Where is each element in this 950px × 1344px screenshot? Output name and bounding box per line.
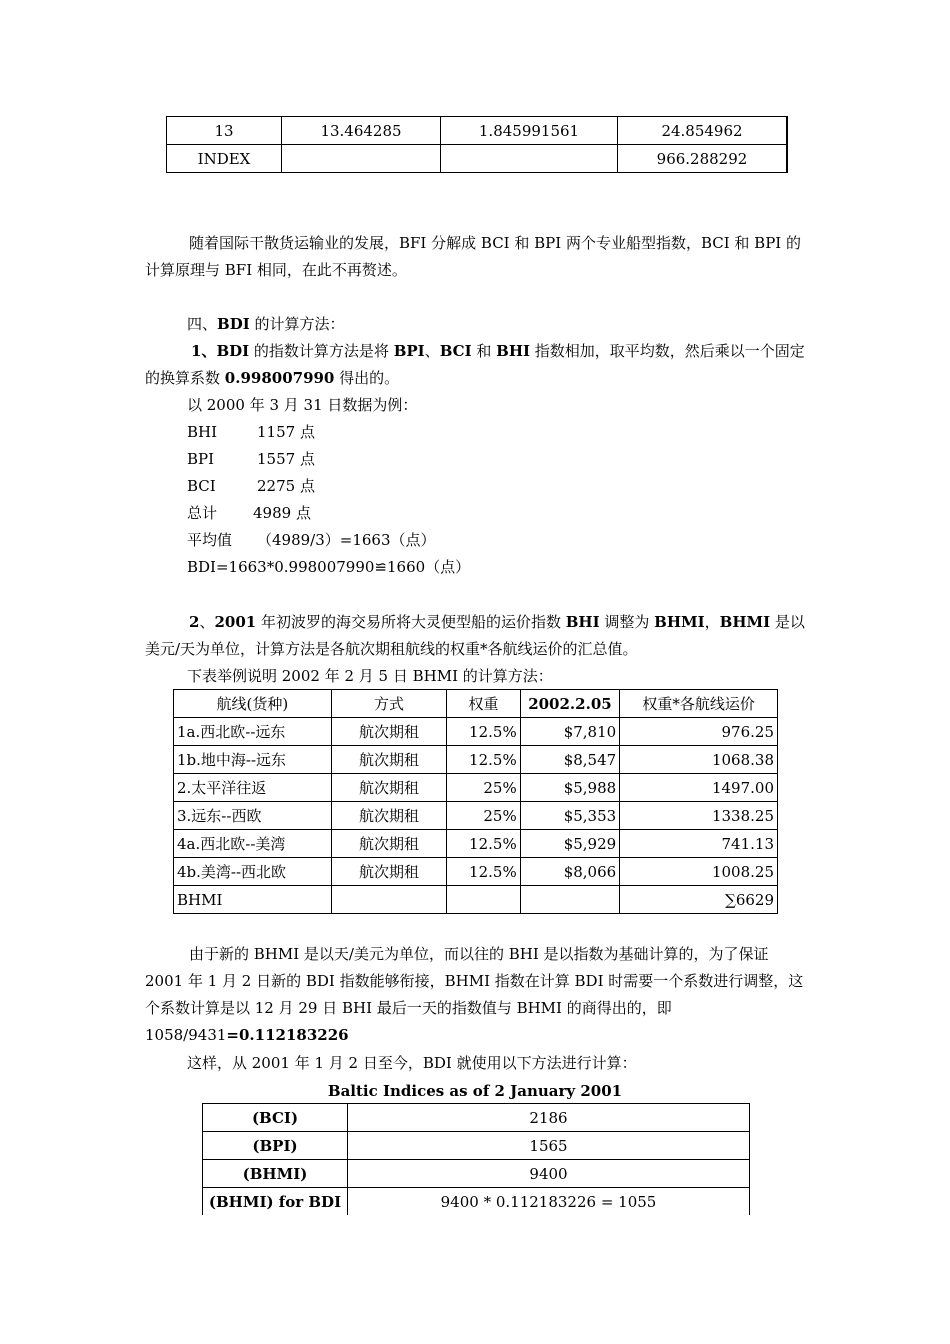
index-label: (BCI) — [203, 1104, 348, 1132]
table-cell: 1.845991561 — [441, 117, 618, 145]
example-value: 1157 点 — [257, 423, 315, 441]
table-row — [167, 117, 788, 145]
table-header: 航线(货种) — [174, 690, 332, 718]
table-total-row — [174, 886, 778, 914]
paragraph-method-1 — [145, 338, 807, 392]
example-label: BPI — [187, 450, 215, 468]
index-value: 9400 — [348, 1160, 750, 1188]
table-cell — [282, 145, 441, 173]
example-intro: 以 2000 年 3 月 31 日数据为例： — [187, 396, 418, 414]
table-cell: INDEX — [167, 145, 282, 173]
table-header-row — [174, 690, 778, 718]
text-span: 的指数计算方法是将 — [249, 342, 394, 360]
table-cell: 航次期租 — [331, 774, 447, 802]
table-row — [174, 858, 778, 886]
example-line — [187, 419, 315, 446]
table-cell: 1338.25 — [620, 802, 778, 830]
table-cell: ∑6629 — [620, 886, 778, 914]
table-cell: 12.5% — [447, 830, 520, 858]
table-cell: 4b.美湾--西北欧 — [174, 858, 332, 886]
table-cell: $7,810 — [520, 718, 619, 746]
table-cell: 1b.地中海--远东 — [174, 746, 332, 774]
table-row — [203, 1188, 750, 1216]
table-header: 权重 — [447, 690, 520, 718]
table-row — [203, 1104, 750, 1132]
table-cell: 航次期租 — [331, 858, 447, 886]
table-cell: 1497.00 — [620, 774, 778, 802]
text-span: 调整为 — [599, 613, 655, 631]
text-span: 由于新的 BHMI 是以天/美元为单位，而以往的 BHI 是以指数为基础计算的，为了保证 2001 年 1 月 2 日新的 BDI 指数能够衔接，BHMI 指数在计算 BDI 时需要一个系数进行调整，这个系数计算是以 12 月 29 日 BHI 最后一天的指数值与 BHMI 的商得出的，即 1058/9431 — [145, 945, 804, 1044]
table-cell: 976.25 — [620, 718, 778, 746]
table-cell: $8,066 — [520, 858, 619, 886]
table-row — [174, 774, 778, 802]
example-line — [187, 527, 436, 554]
example-value: （4989/3）=1663（点） — [257, 531, 436, 549]
method-1-number: 1、 — [191, 342, 217, 360]
table-row — [174, 802, 778, 830]
top-index-table — [166, 116, 788, 173]
table-row — [174, 830, 778, 858]
adjustment-coefficient: =0.112183226 — [226, 1026, 349, 1044]
example-value: 1557 点 — [257, 450, 315, 468]
table-cell: 13 — [167, 117, 282, 145]
bold-term: BPI — [393, 342, 425, 360]
table-cell: 航次期租 — [331, 718, 447, 746]
bold-term: BHI — [496, 342, 531, 360]
text-span: 、 — [424, 342, 440, 360]
table-cell: 航次期租 — [331, 746, 447, 774]
text-span: 、 — [199, 613, 215, 631]
text-span: 年初波罗的海交易所将大灵便型船的运价指数 — [256, 613, 566, 631]
bold-term: BCI — [439, 342, 472, 360]
table-cell: $5,929 — [520, 830, 619, 858]
section-title-text: 的计算方法： — [249, 315, 345, 333]
conversion-factor: 0.998007990 — [224, 369, 335, 387]
example-value: 4989 点 — [253, 504, 311, 522]
table-row — [174, 746, 778, 774]
table-row — [203, 1132, 750, 1160]
paragraph-bhmi-adjustment — [145, 941, 807, 1049]
section-title-bdi-method — [187, 311, 807, 338]
table-cell: $8,547 — [520, 746, 619, 774]
table-cell: 25% — [447, 802, 520, 830]
bold-term: BHI — [565, 613, 600, 631]
table-cell: 2.太平洋往返 — [174, 774, 332, 802]
index-label: (BPI) — [203, 1132, 348, 1160]
table-cell: 1008.25 — [620, 858, 778, 886]
section-title-bold: BDI — [217, 315, 250, 333]
table-cell: BHMI — [174, 886, 332, 914]
example-line — [187, 500, 311, 527]
table-row — [167, 145, 788, 173]
index-value: 9400 * 0.112183226 = 1055 — [348, 1188, 750, 1216]
table-cell: $5,353 — [520, 802, 619, 830]
table-cell: 4a.西北欧--美湾 — [174, 830, 332, 858]
baltic-indices-title: Baltic Indices as of 2 January 2001 — [327, 1082, 623, 1100]
example-label: BHI — [187, 423, 218, 441]
baltic-indices-table — [202, 1103, 750, 1215]
table-header: 权重*各航线运价 — [620, 690, 778, 718]
table-header: 2002.2.05 — [520, 690, 619, 718]
table-cell: 25% — [447, 774, 520, 802]
index-label: (BHMI) for BDI — [203, 1188, 348, 1216]
paragraph-method-2 — [145, 609, 807, 663]
example-label: 总计 — [187, 504, 218, 522]
table-cell: 3.远东--西欧 — [174, 802, 332, 830]
table-cell: 12.5% — [447, 746, 520, 774]
text-span: 指数相加，取平均数，然后乘以一个固定的换算系数 — [145, 342, 805, 387]
table-cell — [520, 886, 619, 914]
bold-term: BDI — [216, 342, 250, 360]
text-span: 和 — [471, 342, 497, 360]
bold-term: 2001 — [214, 613, 257, 631]
section-number: 四、 — [187, 315, 218, 333]
table-cell: 13.464285 — [282, 117, 441, 145]
index-value: 1565 — [348, 1132, 750, 1160]
text-span: 是以美元/天为单位，计算方法是各航次期租航线的权重*各航线运价的汇总值。 — [145, 613, 805, 658]
table-cell: 741.13 — [620, 830, 778, 858]
table-row — [203, 1160, 750, 1188]
text-span: ， — [704, 613, 720, 631]
table-cell: 966.288292 — [618, 145, 788, 173]
example-line — [187, 473, 315, 500]
example-label: BCI — [187, 477, 216, 495]
method-2-number: 2 — [189, 613, 200, 631]
bdi-formula: BDI=1663*0.998007990≌1660（点） — [187, 558, 471, 576]
table-cell: 航次期租 — [331, 802, 447, 830]
table-cell: 航次期租 — [331, 830, 447, 858]
example-value: 2275 点 — [257, 477, 315, 495]
bold-term: BHMI — [719, 613, 771, 631]
paragraph-since-2001: 这样，从 2001 年 1 月 2 日至今，BDI 就使用以下方法进行计算： — [187, 1054, 637, 1072]
table-cell — [441, 145, 618, 173]
example-label: 平均值 — [187, 531, 233, 549]
table-cell — [447, 886, 520, 914]
table-row — [174, 718, 778, 746]
index-value: 2186 — [348, 1104, 750, 1132]
table-cell: $5,988 — [520, 774, 619, 802]
table-cell — [331, 886, 447, 914]
text-span: 得出的。 — [334, 369, 400, 387]
example-line — [187, 446, 315, 473]
table-header: 方式 — [331, 690, 447, 718]
index-label: (BHMI) — [203, 1160, 348, 1188]
table-cell: 1068.38 — [620, 746, 778, 774]
bhmi-table — [173, 689, 778, 914]
table-cell: 1a.西北欧--远东 — [174, 718, 332, 746]
table-intro: 下表举例说明 2002 年 2 月 5 日 BHMI 的计算方法： — [187, 667, 553, 685]
table-cell: 12.5% — [447, 858, 520, 886]
bold-term: BHMI — [654, 613, 705, 631]
paragraph-bfi-decomposition: 随着国际干散货运输业的发展，BFI 分解成 BCI 和 BPI 两个专业船型指数，BCI 和 BPI 的计算原理与 BFI 相同，在此不再赘述。 — [145, 234, 801, 279]
table-cell: 24.854962 — [618, 117, 788, 145]
table-cell: 12.5% — [447, 718, 520, 746]
